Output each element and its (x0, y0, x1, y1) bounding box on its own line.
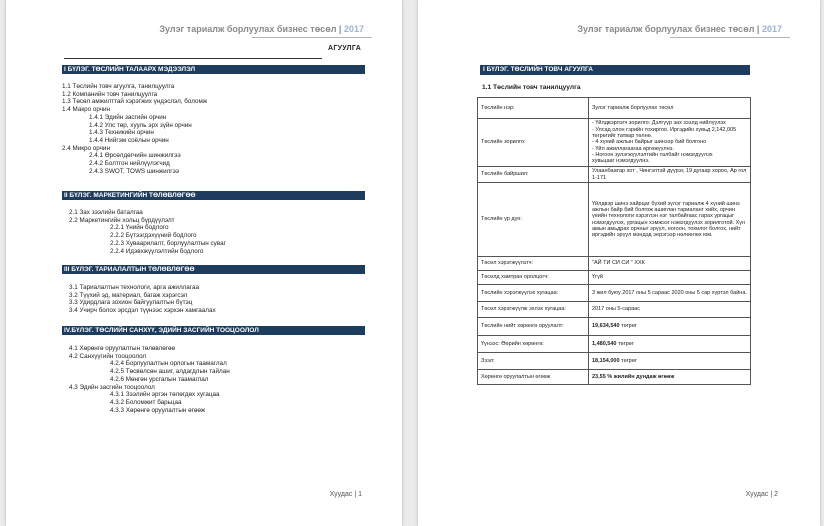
objective-line: - Үйлдвэрлэгч зорилго: Дэлгүүр зах зээлд нийлүүлэх (592, 120, 726, 127)
row-value (589, 98, 751, 119)
table-row (478, 257, 751, 271)
header-rule (670, 37, 790, 38)
row-value-unit: төгрөг (619, 323, 637, 330)
toc-entry[interactable]: 1.4.3 Техникийн орчин (89, 129, 154, 137)
toc-entry[interactable]: 1.4 Макро орчин (62, 106, 110, 114)
row-value (589, 271, 751, 285)
toc-section-heading: IV.БҮЛЭГ. ТӨСЛИЙН САНХҮҮ, ЭДИЙН ЗАСГИЙН ТООЦООЛОЛ (62, 326, 365, 335)
toc-entry[interactable]: 4.3.1 Зээлийн эргэн төлөгдөх хугацаа (110, 391, 220, 399)
page-footer: Хуудас | 1 (329, 491, 362, 498)
toc-section-heading: III БҮЛЭГ. ТАРИАЛАЛТЫН ТӨЛӨВЛӨГӨӨ (62, 265, 365, 274)
table-row (478, 370, 751, 385)
toc-section-heading: II БҮЛЭГ. МАРКЕТИНГИЙН ТӨЛӨВЛӨГӨӨ (62, 191, 365, 200)
row-label: Үүнээс: Өөрийн хөрөнгө: (478, 336, 589, 353)
table-row (478, 336, 751, 353)
row-label: Төсөлд хамтран оролцогч: (478, 271, 589, 285)
toc-entry[interactable]: 1.1 Төслийн товч агуулга, танилцуулга (62, 83, 175, 90)
row-label: Төсөл хэрэгжүүлэгч: (478, 257, 589, 271)
row-value (589, 285, 751, 302)
row-label: Төсөл хэрэгжүүлж эхлэх хугацаа: (478, 302, 589, 318)
toc-entry[interactable]: 1.4.4 Нийгэм соёлын орчин (89, 136, 169, 144)
objective-line: - Үйл ажиллагаагаа өргөжүүлнэ. (592, 145, 674, 152)
toc-list (62, 209, 226, 255)
toc-entry[interactable]: 3.3 Удирдлага зохион байгуулалтын бүтэц (69, 299, 193, 307)
row-label: Төслийн хэрэгжүүлэх хугацаа: (478, 285, 589, 302)
row-value-text: 19,634,540 (592, 323, 620, 330)
toc-entry[interactable]: 2.2 Маркетингийн хольц бүрдүүлэлт (69, 216, 175, 224)
toc-entry[interactable]: 4.3.3 Хөрөнгө оруулалтын өгөөж (110, 406, 206, 414)
toc-entry[interactable]: 2.1 Зах зээлийн баталгаа (69, 209, 143, 216)
page-footer: Хуудас | 2 (745, 491, 778, 498)
objective-line: - 4 хүний ажлын байрыг шинээр бий болгоно (592, 139, 707, 146)
toc-entry[interactable]: 4.2.5 Төсвөлсөн ашиг, алдагдлын тайлан (110, 368, 230, 376)
row-value (589, 257, 751, 271)
row-value (589, 370, 751, 385)
toc-entry[interactable]: 1.4.1 Эдийн засгийн орчин (89, 113, 167, 121)
toc-entry[interactable]: 2.2.3 Хуваарилалт, борлуулалтын суваг (110, 239, 226, 247)
toc-entry[interactable]: 4.3 Эдийн засгийн тооцоолол (69, 383, 155, 391)
toc-entry[interactable]: 2.2.2 Бүтээгдэхүүний бодлого (110, 232, 197, 240)
header-year: 2017 (343, 24, 364, 34)
header-title: Зулэг тариалж борлуулах бизнес төсөл (159, 24, 337, 34)
table-row (478, 119, 751, 167)
objective-line: хувьцааг нэмэгдүүлнэ. (592, 158, 650, 165)
toc-entry[interactable]: 4.2.6 Мөнгөн урсгалын таамаглал (110, 375, 209, 383)
row-value-text: Улаанбаатар хот , Чингэлтэй дүүрэг, 19 дугаар хороо, Ар гол 1-171 (592, 168, 747, 181)
row-value-text: 23,55 % жилийн дундаж өгөөж (592, 373, 675, 380)
subsection-heading: 1.1 Төслийн товч танилцуулга (482, 84, 581, 91)
row-value (589, 318, 751, 336)
objective-line: төгрөгийг татвар төлнө. (592, 133, 653, 140)
toc-entry[interactable]: 3.2 Түүхий эд, материал, багаж хэрэгсэл (69, 291, 188, 299)
project-summary-table (477, 97, 751, 385)
toc-entry[interactable]: 2.2.1 Үнийн бодлого (110, 224, 169, 232)
toc-section-heading: I БҮЛЭГ. ТӨСЛИЙН ТАЛААРХ МЭДЭЭЛЭЛ (62, 65, 365, 74)
toc-list (62, 345, 230, 414)
toc-entry[interactable]: 4.3.2 Боломжит барьцаа (110, 398, 182, 406)
toc-heading: АГУУЛГА (328, 45, 362, 52)
toc-entry[interactable]: 2.4.2 Болтгон нийлүүлэгчид (89, 160, 170, 168)
table-row (478, 183, 751, 257)
objective-line: - Улсад олон гэрийн тохиргоо. Иргэдийн хувьд 2,142,005 (592, 126, 737, 133)
row-label: Зээл: (478, 353, 589, 370)
row-value-text: 2017 оны 5-сараас (592, 306, 640, 313)
row-label: Төслийн нэр: (478, 98, 589, 119)
row-value-text: Үйлдвэр шинэ хайрцаг бүхий зүлэг тариалж 4 хүний шинэ ажлын байр бий болгож ашиглан тариаланг хийх, орчин үеийн технологи хэрэглэн нэг талбайгаас гарах ургацыг нэмэгдүүлэх, ургацын хэмжээг нэмэгдүүлэх зорилготой. Хүн амын амьдрах орчныг эрүүл, ногоон, тохилог болгох, нийт иргэдийн эрүүл мэндэд эерэгээр нөлөөлөх юм. (592, 200, 746, 239)
table-row (478, 285, 751, 302)
toc-entry[interactable]: 3.1 Тариалалтын технологи, арга ажиллагаа (69, 284, 199, 291)
row-value-text: 1,480,540 (592, 340, 617, 347)
page-header (159, 24, 364, 34)
table-row (478, 318, 751, 336)
row-label: Төслийн үр дүн: (478, 183, 589, 257)
row-value-text: 18,154,000 (592, 357, 620, 364)
row-label: Төслийн нийт хөрөнгө оруулалт: (478, 318, 589, 336)
row-label: Хөрөнгө оруулалтын өгөөж (478, 370, 589, 385)
row-value (589, 302, 751, 318)
table-row (478, 353, 751, 370)
objective-line: - Ногоон зулэгжүүлэлтийн талбайг нэмэгдүүлэх (592, 151, 713, 158)
table-row (478, 167, 751, 183)
row-value-text: Зулэг тариалж борлуулах төсөл (592, 104, 674, 111)
row-value-text: Үгүй (592, 274, 603, 281)
toc-entry[interactable]: 1.3 Төсөл амжилттай хэрэгжих үндэслэл, боломж (62, 98, 208, 106)
row-value-text: 3 жил буюу 2017 оны 5 сараас 2020 оны 5 сар хүртэл байна. (592, 289, 747, 296)
toc-list (62, 83, 207, 175)
row-value-text: "АЙ ТИ СИ СИ " ХХК (592, 260, 645, 267)
row-label: Төслийн зорилго: (478, 119, 589, 167)
section-heading: I БҮЛЭГ. ТӨСЛИЙН ТОВЧ АГУУЛГА (480, 65, 750, 75)
page-2 (418, 0, 820, 526)
row-value-unit: төгрөг (616, 340, 634, 347)
header-rule (252, 37, 372, 38)
row-value (589, 183, 751, 257)
row-value (589, 336, 751, 353)
toc-entry[interactable]: 4.2 Санхүүгийн тооцоолол (69, 352, 147, 360)
toc-list (62, 284, 216, 315)
header-year: 2017 (761, 24, 782, 34)
toc-entry[interactable]: 2.4.3 SWOT, TOWS шинжилгээ (89, 167, 180, 175)
table-row (478, 98, 751, 119)
toc-entry[interactable]: 1.4.2 Улс төр, хууль эрх зүйн орчин (89, 121, 192, 129)
toc-entry[interactable]: 4.2.4 Борлуулалтын орлогын таамаглал (110, 360, 227, 368)
row-value (589, 167, 751, 183)
row-label: Төслийн байршил: (478, 167, 589, 183)
table-row (478, 302, 751, 318)
page-1 (6, 0, 402, 526)
toc-entry[interactable]: 4.1 Хөрөнгө оруулалтын төлөвлөгөө (69, 345, 176, 352)
toc-entry[interactable]: 1.2 Компанийн товч танилцуулга (62, 90, 158, 98)
page-header (577, 24, 782, 34)
header-title: Зулэг тариалж борлуулах бизнес төсөл (577, 24, 755, 34)
table-row (478, 271, 751, 285)
toc-entry[interactable]: 2.2.4 Идэвхжүүлэлтийн бодлого (110, 247, 204, 255)
header-separator: | (756, 24, 760, 34)
toc-entry[interactable]: 3.4 Учирч болох эрсдэл түүнээс хэрхэн хамгаалах (69, 307, 216, 315)
toc-title-rule (64, 58, 322, 59)
row-value (589, 353, 751, 370)
toc-entry[interactable]: 2.4 Микро орчин (62, 144, 110, 152)
header-separator: | (338, 24, 342, 34)
row-value (589, 119, 751, 167)
row-value-unit: төгрөг (619, 357, 637, 364)
toc-entry[interactable]: 2.4.1 Өрсөлдөгчийн шинжилгээ (89, 152, 181, 160)
